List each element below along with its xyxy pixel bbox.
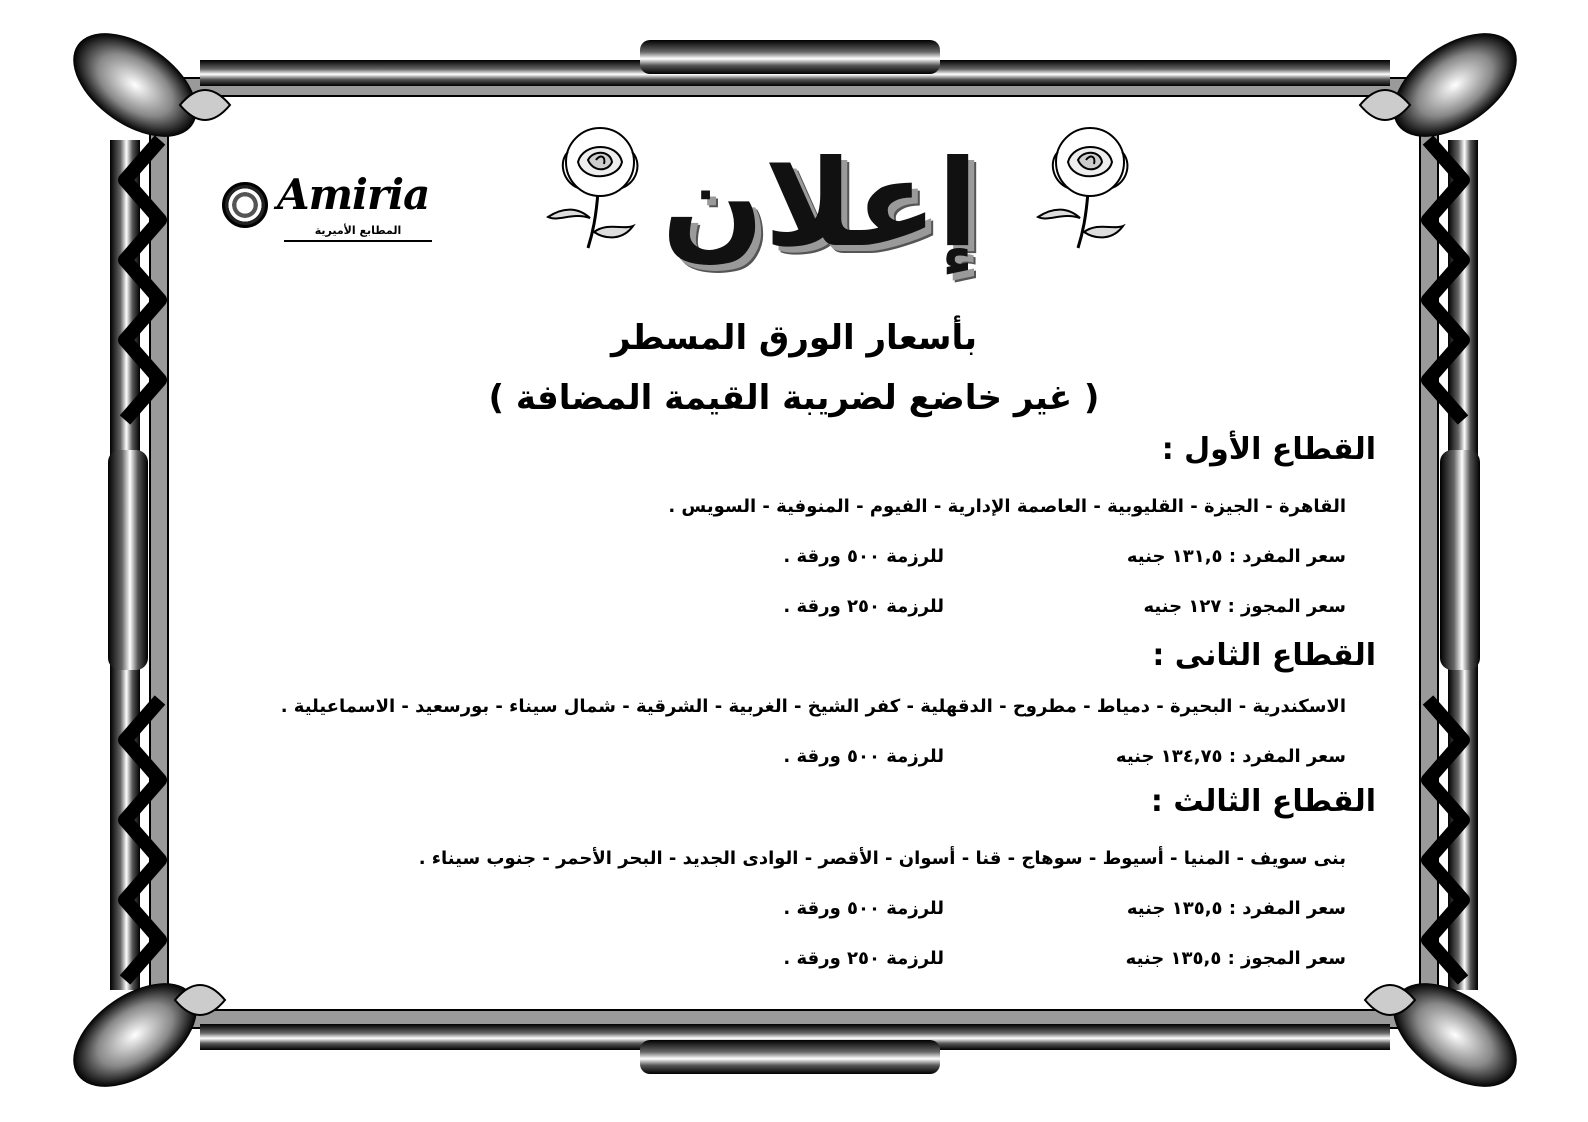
amiria-logo-seal-icon <box>222 182 268 228</box>
announcement-heading: إعلان <box>661 135 979 274</box>
sector-1-double-price: سعر المجوز : ١٢٧ جنيه <box>1143 596 1346 617</box>
sector-3-governorates: بنى سويف - المنيا - أسيوط - سوهاج - قنا - أسوان - الأقصر - الوادى الجديد - البحر الأحمر - جنوب سيناء . <box>418 848 1346 869</box>
sector-1-single-ream: للرزمة ٥٠٠ ورقة . <box>783 546 944 567</box>
rose-icon <box>1028 122 1146 250</box>
sector-3-double-ream: للرزمة ٢٥٠ ورقة . <box>783 948 944 969</box>
vat-note: ( غير خاضع لضريبة القيمة المضافة ) <box>488 378 1100 418</box>
rose-icon <box>538 122 656 250</box>
logo-latin-text: Amiria <box>277 170 430 219</box>
logo-arabic-text: المطابع الأميرية <box>284 224 432 238</box>
sector-1-double-ream: للرزمة ٢٥٠ ورقة . <box>783 596 944 617</box>
sector-3-single-price: سعر المفرد : ١٣٥,٥ جنيه <box>1126 898 1346 919</box>
sector-3-title: القطاع الثالث : <box>1150 784 1376 819</box>
sector-3-single-ream: للرزمة ٥٠٠ ورقة . <box>783 898 944 919</box>
sector-1-governorates: القاهرة - الجيزة - القليوبية - العاصمة الإدارية - الفيوم - المنوفية - السويس . <box>668 496 1346 517</box>
sector-3-double-price: سعر المجوز : ١٣٥,٥ جنيه <box>1125 948 1346 969</box>
subtitle: بأسعار الورق المسطر <box>611 318 977 358</box>
sector-2-single-ream: للرزمة ٥٠٠ ورقة . <box>783 746 944 767</box>
sector-2-governorates: الاسكندرية - البحيرة - دمياط - مطروح - الدقهلية - كفر الشيخ - الغربية - الشرقية - شمال سيناء - بورسعيد - الاسماعيلية . <box>280 696 1346 717</box>
sector-2-single-price: سعر المفرد : ١٣٤,٧٥ جنيه <box>1115 746 1346 767</box>
sector-1-title: القطاع الأول : <box>1161 432 1376 467</box>
sector-1-single-price: سعر المفرد : ١٣١,٥ جنيه <box>1126 546 1346 567</box>
amiria-logo <box>222 140 432 250</box>
sector-2-title: القطاع الثانى : <box>1152 638 1376 673</box>
